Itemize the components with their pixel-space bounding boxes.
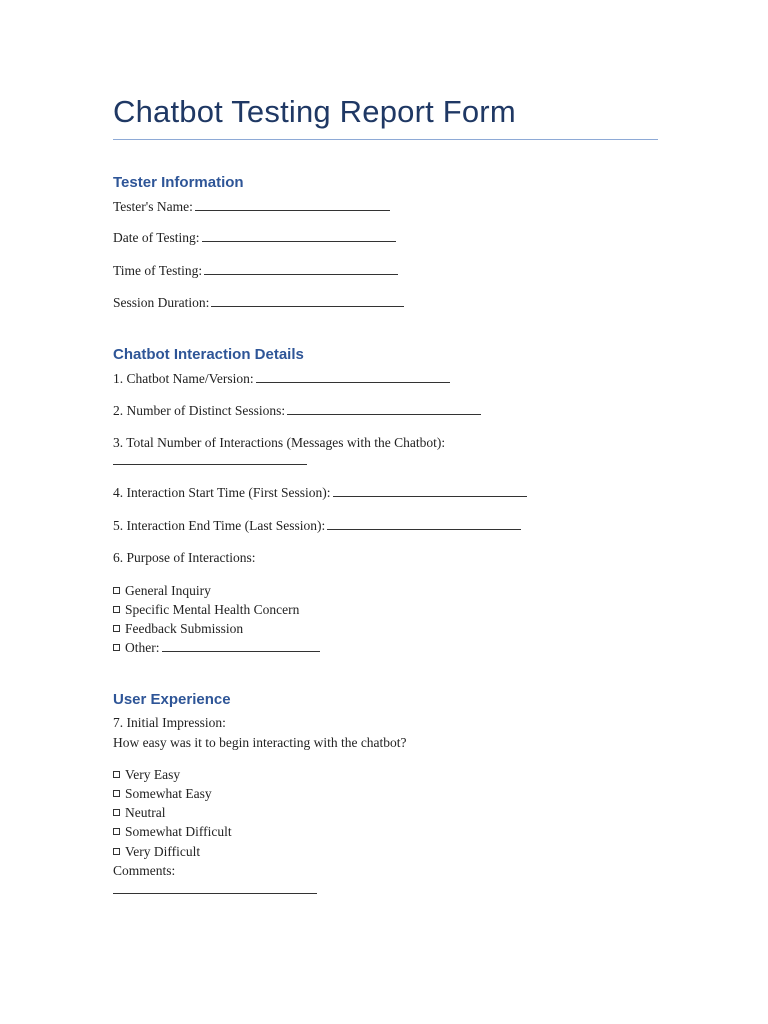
option-label: Other: bbox=[125, 640, 160, 655]
field-time-of-testing bbox=[113, 263, 398, 279]
question-3-answer bbox=[113, 453, 307, 469]
testers-name-input[interactable] bbox=[195, 199, 390, 211]
checkbox-icon[interactable] bbox=[113, 644, 120, 651]
field-label: Session Duration: bbox=[113, 295, 210, 310]
question-text: How easy was it to begin interacting with the chatbot? bbox=[113, 735, 407, 750]
other-purpose-input[interactable] bbox=[162, 640, 320, 652]
purpose-option-feedback[interactable] bbox=[113, 621, 243, 637]
option-label: Somewhat Easy bbox=[125, 786, 212, 801]
comments-answer bbox=[113, 882, 317, 898]
question-7-text bbox=[113, 735, 407, 751]
session-duration-input[interactable] bbox=[211, 295, 404, 307]
field-label: Tester's Name: bbox=[113, 199, 193, 214]
interaction-end-time-input[interactable] bbox=[327, 518, 521, 530]
question-label: 7. Initial Impression: bbox=[113, 715, 226, 730]
field-session-duration bbox=[113, 295, 404, 311]
option-label: Very Easy bbox=[125, 767, 181, 782]
field-date-of-testing bbox=[113, 230, 396, 246]
distinct-sessions-input[interactable] bbox=[287, 403, 481, 415]
checkbox-icon[interactable] bbox=[113, 809, 120, 816]
question-5 bbox=[113, 518, 521, 534]
field-label: Date of Testing: bbox=[113, 230, 200, 245]
question-label: 6. Purpose of Interactions: bbox=[113, 550, 256, 565]
field-label: Time of Testing: bbox=[113, 263, 203, 278]
checkbox-icon[interactable] bbox=[113, 771, 120, 778]
comments-input[interactable] bbox=[113, 882, 317, 894]
time-of-testing-input[interactable] bbox=[204, 263, 398, 275]
ease-option-somewhat-easy[interactable] bbox=[113, 786, 212, 802]
ease-option-very-easy[interactable] bbox=[113, 767, 180, 783]
page-title: Chatbot Testing Report Form bbox=[113, 94, 516, 129]
option-label: General Inquiry bbox=[125, 583, 211, 598]
field-testers-name bbox=[113, 199, 390, 215]
ease-option-very-difficult[interactable] bbox=[113, 844, 200, 860]
ease-option-neutral[interactable] bbox=[113, 805, 165, 821]
purpose-option-mental-health[interactable] bbox=[113, 602, 299, 618]
question-6 bbox=[113, 550, 255, 566]
option-label: Neutral bbox=[125, 805, 166, 820]
question-4 bbox=[113, 485, 527, 501]
question-label: 4. Interaction Start Time (First Session): bbox=[113, 485, 331, 500]
checkbox-icon[interactable] bbox=[113, 828, 120, 835]
comments-label bbox=[113, 863, 175, 879]
purpose-option-other[interactable] bbox=[113, 640, 320, 656]
section-heading-tester-information: Tester Information bbox=[113, 174, 244, 191]
question-7-title bbox=[113, 715, 226, 731]
question-label: 3. Total Number of Interactions (Messages with the Chatbot): bbox=[113, 435, 446, 450]
option-label: Feedback Submission bbox=[125, 621, 244, 636]
checkbox-icon[interactable] bbox=[113, 587, 120, 594]
chatbot-name-version-input[interactable] bbox=[256, 371, 450, 383]
checkbox-icon[interactable] bbox=[113, 625, 120, 632]
section-heading-user-experience: User Experience bbox=[113, 691, 231, 708]
section-heading-interaction-details: Chatbot Interaction Details bbox=[113, 346, 304, 363]
checkbox-icon[interactable] bbox=[113, 848, 120, 855]
question-label: 1. Chatbot Name/Version: bbox=[113, 371, 254, 386]
question-label: 5. Interaction End Time (Last Session): bbox=[113, 518, 326, 533]
option-label: Somewhat Difficult bbox=[125, 824, 232, 839]
question-2 bbox=[113, 403, 481, 419]
comments-label-text: Comments: bbox=[113, 863, 176, 878]
question-3 bbox=[113, 435, 445, 451]
checkbox-icon[interactable] bbox=[113, 606, 120, 613]
question-label: 2. Number of Distinct Sessions: bbox=[113, 403, 286, 418]
date-of-testing-input[interactable] bbox=[202, 230, 396, 242]
option-label: Specific Mental Health Concern bbox=[125, 602, 300, 617]
total-interactions-input[interactable] bbox=[113, 453, 307, 465]
option-label: Very Difficult bbox=[125, 844, 201, 859]
title-divider bbox=[113, 139, 658, 140]
interaction-start-time-input[interactable] bbox=[333, 485, 527, 497]
purpose-option-general-inquiry[interactable] bbox=[113, 583, 211, 599]
question-1 bbox=[113, 371, 450, 387]
ease-option-somewhat-difficult[interactable] bbox=[113, 824, 232, 840]
checkbox-icon[interactable] bbox=[113, 790, 120, 797]
